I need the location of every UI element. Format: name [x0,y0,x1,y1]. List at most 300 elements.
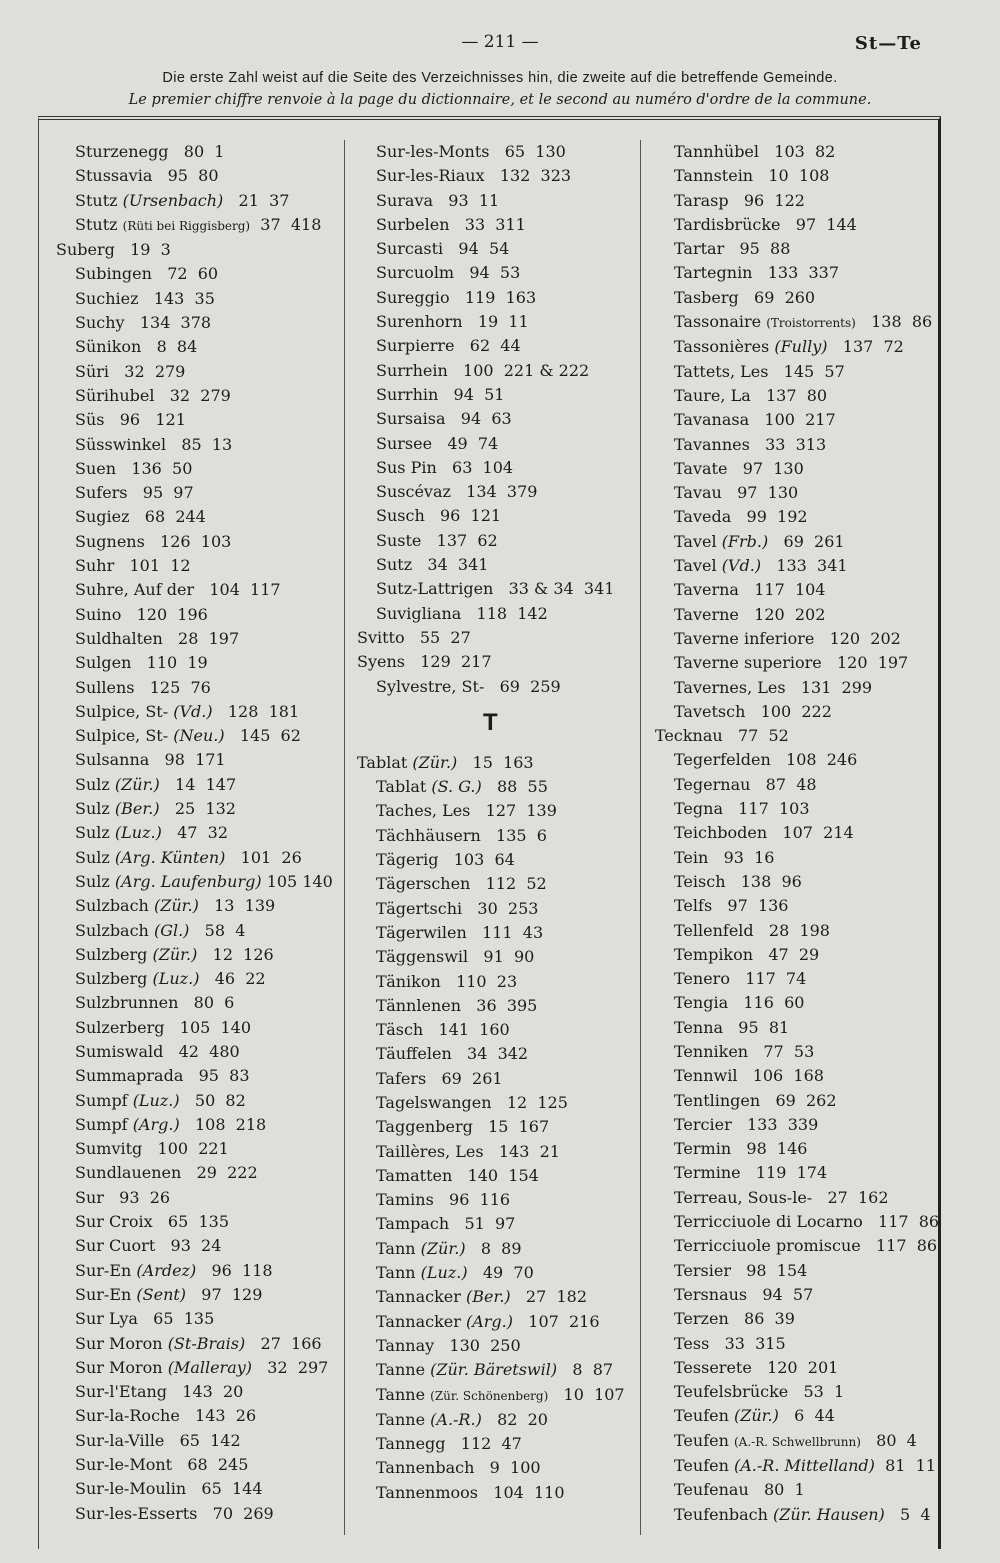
entry-text: Tardisbrücke 97 144 [674,214,857,234]
entry-text: Sur Croix 65 135 [75,1212,229,1232]
index-entry [56,1210,333,1234]
entry-text: Tännlenen 36 395 [376,995,538,1015]
entry-text: Sur-la-Ville 65 142 [75,1430,241,1450]
entry-text: 5 4 [884,1504,931,1524]
index-entry [655,140,939,164]
entry-text: Sur Lya 65 135 [75,1309,215,1329]
entry-text: Tavanasa 100 217 [674,410,836,430]
entry-text: 32 297 [252,1357,329,1377]
index-entry [357,1067,625,1091]
index-entry [56,1356,333,1380]
index-entry [655,1161,939,1185]
entry-text: Stussavia 95 80 [75,166,219,186]
entry-qualifier-small: (Zür. Schönenberg) [430,1388,549,1403]
entry-text: Svitto 55 27 [357,627,471,647]
index-entry [357,1310,625,1334]
entry-text: Sulz [75,774,115,794]
entry-qualifier: (Arg.) [465,1311,513,1331]
index-entry [56,943,333,967]
index-entry [655,578,939,602]
entry-text: Suhr 101 12 [75,556,191,576]
index-entry [56,919,333,943]
index-entry [357,504,625,528]
index-entry [357,286,625,310]
index-entry [56,724,333,748]
entry-text: 108 218 [179,1114,267,1134]
index-entry [357,970,625,994]
entry-text: Täuffelen 34 342 [376,1044,529,1064]
entry-text: 105 140 [261,871,333,891]
index-entry [357,334,625,358]
entry-text: Taveda 99 192 [674,507,808,527]
entry-text: Tartegnin 133 337 [674,263,839,283]
index-entry [655,1137,939,1161]
entry-text: Teufen [674,1430,734,1450]
index-entry [56,1477,333,1501]
entry-text: Tannacker [376,1287,466,1307]
index-entry [655,286,939,310]
entry-text: Termin 98 146 [674,1139,808,1159]
entry-text: Sulzbach [75,920,154,940]
entry-text: Tenero 117 74 [674,969,807,989]
entry-text: Sumiswald 42 480 [75,1041,240,1061]
entry-text: Telfs 97 136 [674,896,789,916]
index-entry [655,1259,939,1283]
index-entry [56,1453,333,1477]
entry-text: Sur-les-Riaux 132 323 [376,166,572,186]
entry-text: Tegernau 87 48 [674,774,817,794]
index-entry [56,894,333,918]
entry-text: Taggenberg 15 167 [376,1117,550,1137]
entry-text: Sugiez 68 244 [75,507,206,527]
index-entry [56,748,333,772]
entry-text: Süsswinkel 85 13 [75,434,233,454]
index-entry [655,189,939,213]
entry-text: Sulz [75,823,115,843]
entry-text: Tasberg 69 260 [674,287,816,307]
entry-text: Sumvitg 100 221 [75,1139,229,1159]
index-entry [357,1432,625,1456]
entry-text: Suberg 19 3 [56,240,171,260]
index-column-3 [655,140,939,1527]
index-entry [655,700,939,724]
entry-text: Tengia 116 60 [674,993,805,1013]
entry-text: Tann [376,1263,421,1283]
index-entry [655,846,939,870]
entry-text: Tavel [674,531,722,551]
entry-text: Teufenau 80 1 [674,1480,805,1500]
index-entry [56,189,333,213]
entry-text: Suvigliana 118 142 [376,603,548,623]
index-entry [357,1481,625,1505]
entry-text: Suhre, Auf der 104 117 [75,580,281,600]
index-entry [655,237,939,261]
index-entry [56,1259,333,1283]
entry-text: Tavernes, Les 131 299 [674,677,873,697]
index-entry [655,408,939,432]
index-entry [655,261,939,285]
entry-qualifier: (S. G.) [431,777,482,797]
entry-text: Taverna 117 104 [674,580,826,600]
index-entry [655,724,939,748]
note-german: Die erste Zahl weist auf die Seite des Verzeichnisses hin, die zweite auf die betreffende Gemeinde. [162,70,838,86]
entry-text: Tennwil 106 168 [674,1066,824,1086]
index-entry [655,1404,939,1428]
index-entry [655,773,939,797]
entry-text: Terreau, Sous-le- 27 162 [674,1187,889,1207]
index-entry [655,481,939,505]
entry-text: Taverne superiore 120 197 [674,653,909,673]
entry-text: Tannenbach 9 100 [376,1458,541,1478]
index-entry [655,530,939,554]
index-entry [655,1064,939,1088]
entry-text: Teufen [674,1456,734,1476]
entry-text: Sulz [75,847,115,867]
index-entry [56,846,333,870]
entry-text: Tavannes 33 313 [674,434,827,454]
entry-text: Tassonaire [674,312,767,332]
index-entry [357,456,625,480]
index-entry [357,1212,625,1236]
entry-text: Tecknau 77 52 [655,726,789,746]
index-entry [357,213,625,237]
entry-qualifier: (Zür. Bäretswil) [430,1360,558,1380]
index-entry [357,1456,625,1480]
index-entry [655,1332,939,1356]
entry-text: Tablat [357,752,413,772]
entry-text: Subingen 72 60 [75,264,219,284]
entry-text: Tanne [376,1384,431,1404]
index-entry [655,1283,939,1307]
index-entry [655,991,939,1015]
index-entry [56,530,333,554]
index-entry [56,1089,333,1113]
index-entry [56,457,333,481]
entry-text: Sureggio 119 163 [376,287,537,307]
index-entry [655,651,939,675]
entry-text: Sugnens 126 103 [75,531,232,551]
entry-text: Sünikon 8 84 [75,337,198,357]
entry-text: Sumpf [75,1090,133,1110]
entry-text: 97 129 [186,1284,263,1304]
entry-text: Tänikon 110 23 [376,971,518,991]
entry-text: Sur Moron [75,1357,168,1377]
index-entry [56,676,333,700]
index-entry [56,1380,333,1404]
entry-text: Sulzberg [75,969,153,989]
index-entry [357,897,625,921]
entry-text: Sulzerberg 105 140 [75,1017,252,1037]
index-entry [655,1040,939,1064]
entry-text: 50 82 [179,1090,246,1110]
entry-text: Tagelswangen 12 125 [376,1092,568,1112]
entry-text: Teufelsbrücke 53 1 [674,1382,845,1402]
entry-text: Sur Moron [75,1333,168,1353]
entry-qualifier-small: (Rüti bei Riggisberg) [122,218,251,233]
index-entry [655,1186,939,1210]
index-entry [357,602,625,626]
entry-qualifier: (Neu.) [173,726,225,746]
index-entry [357,529,625,553]
entry-text: Tein 93 16 [674,847,775,867]
entry-text: Sufers 95 97 [75,483,194,503]
entry-text: Surrhin 94 51 [376,384,505,404]
entry-text: Taillères, Les 143 21 [376,1141,560,1161]
index-entry [655,1356,939,1380]
index-entry [357,237,625,261]
index-entry [56,870,333,894]
index-entry [655,384,939,408]
index-entry [655,1429,939,1454]
index-entry [655,1016,939,1040]
index-entry [56,991,333,1015]
index-entry [56,967,333,991]
entry-qualifier: (Luz.) [114,823,162,843]
entry-text: Sulzbrunnen 80 6 [75,993,235,1013]
entry-text: 6 44 [778,1406,835,1426]
index-entry [357,1140,625,1164]
entry-text: 14 147 [159,774,237,794]
entry-qualifier: (Zür.) [152,944,198,964]
entry-text: Stutz [75,190,123,210]
index-entry [357,164,625,188]
entry-text: Tägerwilen 111 43 [376,922,544,942]
index-entry [357,432,625,456]
entry-text: Tavetsch 100 222 [674,701,832,721]
entry-qualifier: (Arg. Künten) [114,847,226,867]
index-entry [357,407,625,431]
entry-text: Sundlauenen 29 222 [75,1163,258,1183]
entry-text: Tess 33 315 [674,1333,786,1353]
entry-text: 96 118 [196,1260,273,1280]
entry-text: Tassonières [674,337,775,357]
section-letter: T [483,708,498,736]
index-entry [357,775,625,799]
entry-text: Taverne inferiore 120 202 [674,628,901,648]
entry-text: Tavate 97 130 [674,458,804,478]
entry-text: Tanne [376,1360,431,1380]
index-entry [655,554,939,578]
entry-text: Suen 136 50 [75,458,193,478]
index-entry [56,1161,333,1185]
index-entry [357,1091,625,1115]
index-entry [56,797,333,821]
entry-text: Suldhalten 28 197 [75,628,240,648]
entry-text: Tanne [376,1409,431,1429]
entry-qualifier: (Zür.) [153,896,199,916]
entry-text: Sullens 125 76 [75,677,211,697]
entry-text: Tenniken 77 53 [674,1041,815,1061]
index-entry [357,553,625,577]
entry-text: Sus Pin 63 104 [376,457,514,477]
entry-qualifier: (Arg. Laufenburg) [114,871,262,891]
entry-qualifier: (Zür. Hausen) [773,1504,885,1524]
entry-text: 69 261 [768,531,845,551]
index-entry [56,1283,333,1307]
index-entry [56,238,333,262]
entry-text: Tesserete 120 201 [674,1357,839,1377]
entry-text: Sur-En [75,1260,137,1280]
entry-text: 133 341 [761,556,848,576]
entry-text: 47 32 [161,823,228,843]
index-entry [655,967,939,991]
entry-qualifier: (Zür.) [420,1238,466,1258]
index-entry [655,1234,939,1258]
entry-text: Sulpice, St- [75,726,174,746]
index-entry [357,675,625,699]
entry-qualifier: (Gl.) [153,920,190,940]
index-entry [655,797,939,821]
entry-text: Tercier 133 339 [674,1114,819,1134]
entry-text: Summaprada 95 83 [75,1066,250,1086]
entry-text: Tannhübel 103 82 [674,142,836,161]
entry-text: Teufen [674,1406,734,1426]
entry-text: 46 22 [199,969,266,989]
entry-text: Taches, Les 127 139 [376,801,557,821]
index-entry [357,650,625,674]
index-entry [56,821,333,845]
index-entry [655,1210,939,1234]
entry-qualifier: (Sent) [136,1284,187,1304]
entry-text: Sulzberg [75,944,153,964]
entry-text: Surava 93 11 [376,190,500,210]
index-entry [56,335,333,359]
index-entry [655,1503,939,1527]
index-entry [655,1113,939,1137]
index-entry [357,189,625,213]
index-entry [56,1113,333,1137]
index-entry [357,824,625,848]
index-entry [655,457,939,481]
entry-text: Surcuolm 94 53 [376,263,521,283]
index-entry [357,1261,625,1285]
index-entry [357,1334,625,1358]
entry-text: Tegerfelden 108 246 [674,750,858,770]
index-entry [357,945,625,969]
entry-text: Tägerig 103 64 [376,850,515,870]
index-entry [655,821,939,845]
entry-text: Teichboden 107 214 [674,823,854,843]
entry-qualifier: (St-Brais) [167,1333,246,1353]
entry-text: Surenhorn 19 11 [376,312,529,332]
entry-text: Sur-la-Roche 143 26 [75,1406,257,1426]
entry-text: Stutz [75,214,123,234]
index-entry [56,1064,333,1088]
index-entry [357,1115,625,1139]
index-entry [56,627,333,651]
entry-text: Sulz [75,799,115,819]
index-entry [655,919,939,943]
index-entry [56,1332,333,1356]
entry-text: Tamins 96 116 [376,1190,511,1210]
entry-text: Sürihubel 32 279 [75,385,231,405]
entry-qualifier-small: (A.-R. Schwellbrunn) [733,1434,861,1449]
entry-qualifier: (Luz.) [132,1090,180,1110]
entry-text: Täggenswil 91 90 [376,947,535,967]
index-entry [56,140,333,164]
index-column-1 [56,140,333,1526]
entry-text: Tegna 117 103 [674,799,810,819]
index-entry [655,1089,939,1113]
entry-text: 25 132 [159,799,236,819]
entry-qualifier: (Zür.) [733,1406,779,1426]
index-entry [655,433,939,457]
entry-text: 137 72 [827,337,904,357]
entry-text: 37 418 [250,214,322,234]
index-entry [357,310,625,334]
entry-qualifier: (Luz.) [152,969,200,989]
entry-text: Tägertschi 30 253 [376,898,539,918]
entry-text: 58 4 [189,920,246,940]
index-entry [357,359,625,383]
entry-text: 80 4 [860,1430,917,1450]
entry-text: 101 26 [225,847,302,867]
entry-qualifier: (Ber.) [465,1287,511,1307]
entry-text: Tenna 95 81 [674,1017,790,1037]
entry-text: Süri 32 279 [75,361,186,381]
index-entry [56,262,333,286]
entry-text: 82 20 [481,1409,548,1429]
entry-text: Tartar 95 88 [674,239,791,259]
index-entry [357,848,625,872]
entry-text: Sutz-Lattrigen 33 & 34 341 [376,579,615,599]
entry-text: Sutz 34 341 [376,555,489,575]
entry-text: Susch 96 121 [376,506,502,526]
index-entry [655,213,939,237]
entry-text: Sulsanna 98 171 [75,750,226,770]
index-entry [655,1478,939,1502]
index-entry [56,384,333,408]
index-entry [357,1408,625,1432]
index-entry [357,872,625,896]
entry-qualifier: (Vd.) [721,556,762,576]
entry-qualifier: (Vd.) [173,701,213,721]
entry-text: Tampach 51 97 [376,1214,516,1234]
index-entry [655,894,939,918]
index-entry [357,261,625,285]
entry-text: Tentlingen 69 262 [674,1090,837,1110]
index-entry [56,433,333,457]
index-entry [56,773,333,797]
entry-qualifier: (Ber.) [114,799,160,819]
index-entry [357,140,625,164]
entry-text: Teisch 138 96 [674,871,802,891]
entry-text: Tellenfeld 28 198 [674,920,830,940]
index-entry [357,1018,625,1042]
index-entry [56,1186,333,1210]
letter-range: St—Te [854,33,922,54]
entry-text: Syens 129 217 [357,652,492,672]
index-entry [655,1380,939,1404]
entry-text: Sulpice, St- [75,701,174,721]
entry-text: 27 182 [510,1287,587,1307]
entry-text: Tannenmoos 104 110 [376,1482,565,1502]
entry-text: Suscévaz 134 379 [376,482,538,502]
index-entry [56,651,333,675]
index-entry [56,1137,333,1161]
entry-text: Sulz [75,871,115,891]
index-entry [56,1404,333,1428]
entry-text: Sulgen 110 19 [75,653,208,673]
entry-text: Tächhäusern 135 6 [376,825,547,845]
entry-qualifier: (Fully) [774,337,828,357]
index-entry [357,1358,625,1382]
entry-text: Taure, La 137 80 [674,385,828,405]
entry-text: Sursee 49 74 [376,433,499,453]
entry-text: Tarasp 96 122 [674,190,805,210]
entry-text: Terzen 86 39 [674,1309,795,1329]
entry-text: Teufenbach [674,1504,774,1524]
